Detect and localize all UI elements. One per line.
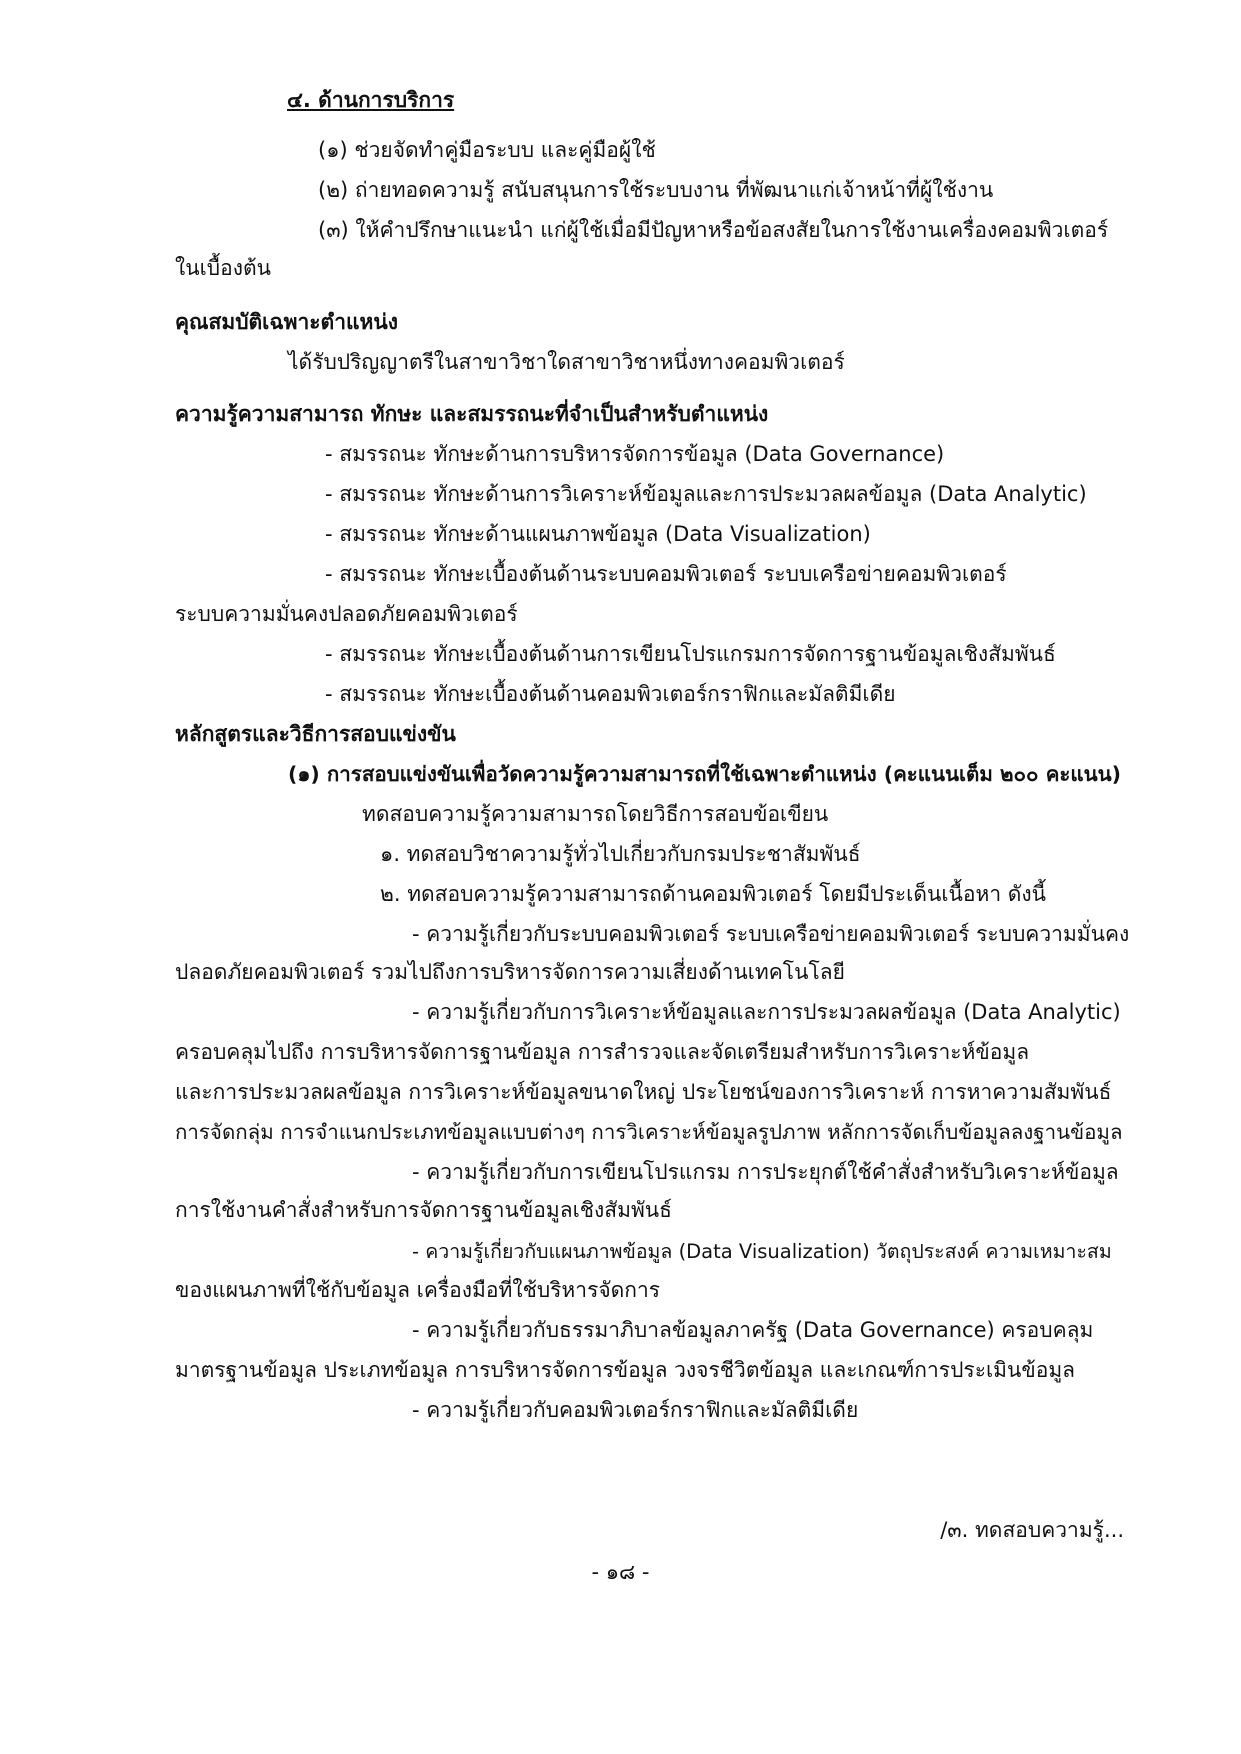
qualifications-heading: คุณสมบัติเฉพาะตำแหน่ง: [175, 310, 398, 334]
section4-item-1: (๑) ช่วยจัดทำคู่มือระบบ และคู่มือผู้ใช้: [318, 138, 656, 162]
exam-line-5: และการประมวลผลข้อมูล การวิเคราะห์ข้อมูลขนาดใหญ่ ประโยชน์ของการวิเคราะห์ การหาความสัมพันธ์: [175, 1080, 1112, 1104]
competency-line-4: - สมรรถนะ ทักษะเบื้องต้นด้านระบบคอมพิวเตอร์ ระบบเครือข่ายคอมพิวเตอร์: [325, 562, 1007, 586]
competency-heading: ความรู้ความสามารถ ทักษะ และสมรรถนะที่จำเป็นสำหรับตำแหน่ง: [175, 402, 769, 426]
exam-topic-1: ๑. ทดสอบวิชาความรู้ทั่วไปเกี่ยวกับกรมประชาสัมพันธ์: [380, 842, 861, 866]
exam-line-13: - ความรู้เกี่ยวกับคอมพิวเตอร์กราฟิกและมัลติมีเดีย: [412, 1398, 859, 1422]
exam-sub-heading: (๑) การสอบแข่งขันเพื่อวัดความรู้ความสามารถที่ใช้เฉพาะตำแหน่ง (คะแนนเต็ม ๒๐๐ คะแนน): [288, 762, 1122, 786]
exam-line-2: ปลอดภัยคอมพิวเตอร์ รวมไปถึงการบริหารจัดการความเสี่ยงด้านเทคโนโลยี: [175, 960, 845, 984]
competency-line-3: - สมรรถนะ ทักษะด้านแผนภาพข้อมูล (Data Visualization): [325, 522, 871, 546]
section4-item-2: (๒) ถ่ายทอดความรู้ สนับสนุนการใช้ระบบงาน ที่พัฒนาแก่เจ้าหน้าที่ผู้ใช้งาน: [318, 178, 994, 202]
exam-line-4: ครอบคลุมไปถึง การบริหารจัดการฐานข้อมูล การสำรวจและจัดเตรียมสำหรับการวิเคราะห์ข้อมูล: [175, 1040, 1030, 1064]
exam-line-3: - ความรู้เกี่ยวกับการวิเคราะห์ข้อมูลและการประมวลผลข้อมูล (Data Analytic): [412, 1000, 1121, 1024]
exam-line-10: ของแผนภาพที่ใช้กับข้อมูล เครื่องมือที่ใช้บริหารจัดการ: [175, 1278, 661, 1302]
qualifications-text: ได้รับปริญญาตรีในสาขาวิชาใดสาขาวิชาหนึ่งทางคอมพิวเตอร์: [288, 350, 845, 374]
exam-topic-2: ๒. ทดสอบความรู้ความสามารถด้านคอมพิวเตอร์ โดยมีประเด็นเนื้อหา ดังนี้: [380, 882, 1047, 906]
competency-line-6: - สมรรถนะ ทักษะเบื้องต้นด้านคอมพิวเตอร์กราฟิกและมัลติมีเดีย: [325, 682, 896, 706]
section4-heading: ๔. ด้านการบริการ: [287, 88, 455, 112]
competency-line-4-cont: ระบบความมั่นคงปลอดภัยคอมพิวเตอร์: [175, 602, 518, 626]
exam-method: ทดสอบความรู้ความสามารถโดยวิธีการสอบข้อเขียน: [362, 802, 829, 826]
exam-line-8: การใช้งานคำสั่งสำหรับการจัดการฐานข้อมูลเชิงสัมพันธ์: [175, 1198, 672, 1222]
competency-line-5: - สมรรถนะ ทักษะเบื้องต้นด้านการเขียนโปรแกรมการจัดการฐานข้อมูลเชิงสัมพันธ์: [325, 642, 1056, 666]
page-number: - ๑๘ -: [591, 1560, 650, 1584]
exam-line-9: - ความรู้เกี่ยวกับแผนภาพข้อมูล (Data Visualization) วัตถุประสงค์ ความเหมาะสม: [412, 1240, 1112, 1263]
section4-item-3: (๓) ให้คำปรึกษาแนะนำ แก่ผู้ใช้เมื่อมีปัญหาหรือข้อสงสัยในการใช้งานเครื่องคอมพิวเตอร์: [318, 218, 1109, 242]
exam-line-12: มาตรฐานข้อมูล ประเภทข้อมูล การบริหารจัดการข้อมูล วงจรชีวิตข้อมูล และเกณฑ์การประเมินข้อมูล: [175, 1358, 1076, 1382]
exam-heading: หลักสูตรและวิธีการสอบแข่งขัน: [175, 722, 456, 746]
exam-line-7: - ความรู้เกี่ยวกับการเขียนโปรแกรม การประยุกต์ใช้คำสั่งสำหรับวิเคราะห์ข้อมูล: [412, 1160, 1119, 1184]
competency-line-2: - สมรรถนะ ทักษะด้านการวิเคราะห์ข้อมูลและการประมวลผลข้อมูล (Data Analytic): [325, 482, 1087, 506]
exam-line-11: - ความรู้เกี่ยวกับธรรมาภิบาลข้อมูลภาครัฐ (Data Governance) ครอบคลุม: [412, 1318, 1094, 1342]
competency-line-1: - สมรรถนะ ทักษะด้านการบริหารจัดการข้อมูล (Data Governance): [325, 442, 945, 466]
exam-line-1: - ความรู้เกี่ยวกับระบบคอมพิวเตอร์ ระบบเครือข่ายคอมพิวเตอร์ ระบบความมั่นคง: [412, 922, 1130, 946]
section4-item-3-cont: ในเบื้องต้น: [175, 256, 271, 280]
exam-line-6: การจัดกลุ่ม การจำแนกประเภทข้อมูลแบบต่างๆ การวิเคราะห์ข้อมูลรูปภาพ หลักการจัดเก็บข้อมูลลงฐานข้อมูล: [175, 1120, 1123, 1144]
continuation-note: /๓. ทดสอบความรู้...: [940, 1518, 1124, 1542]
